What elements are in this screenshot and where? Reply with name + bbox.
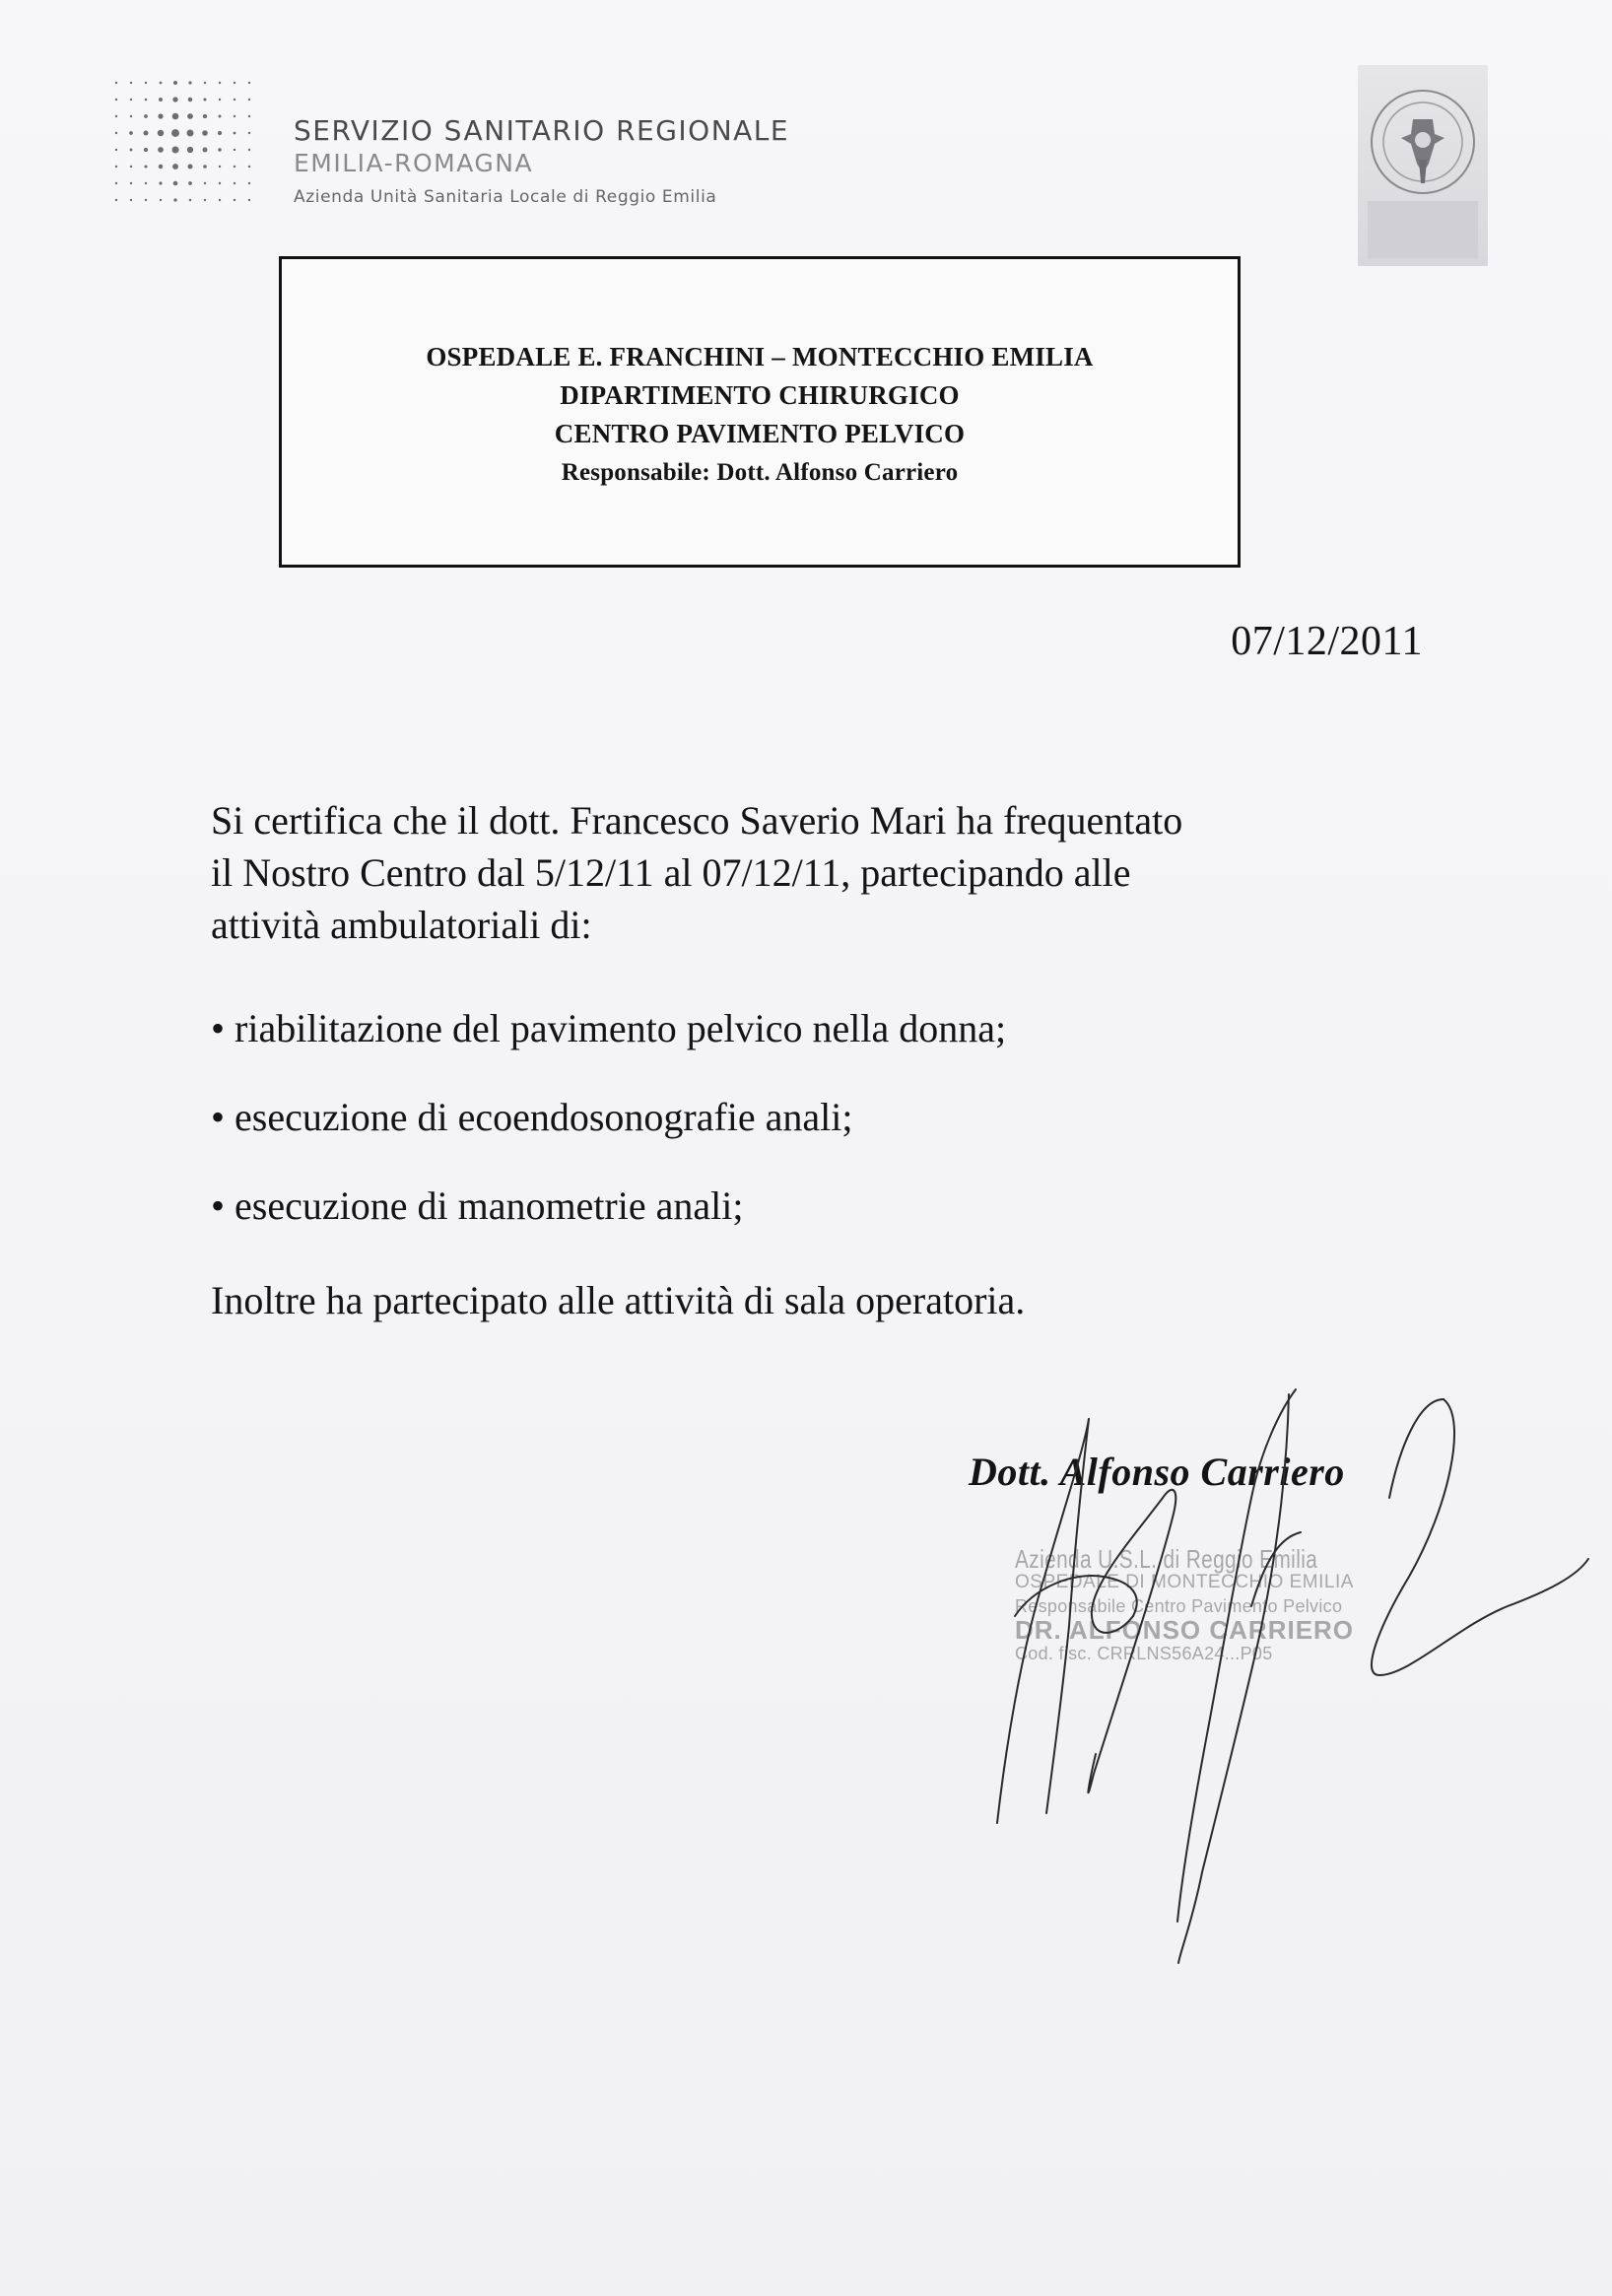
- signatory-name: Dott. Alfonso Carriero: [969, 1450, 1345, 1494]
- stamp-line-4: DR. ALFONSO CARRIERO: [1015, 1615, 1355, 1645]
- org-agency: Azienda Unità Sanitaria Locale di Reggio Emilia: [294, 187, 717, 207]
- bullet-text: riabilitazione del pavimento pelvico nella donna;: [235, 1006, 1007, 1050]
- body-line-1: Si certifica che il dott. Francesco Saverio Mari ha frequentato: [211, 798, 1183, 843]
- org-region: EMILIA-ROMAGNA: [294, 149, 534, 177]
- stamp-line-2: OSPEDALE DI MONTECCHIO EMILIA: [1015, 1572, 1354, 1592]
- stamp-line-5: Cod. fisc. CRRLNS56A24...P05: [1015, 1644, 1273, 1663]
- stamp-line-1: Azienda U.S.L. di Reggio Emilia: [1015, 1544, 1318, 1574]
- closing-sentence: Inoltre ha partecipato alle attività di sala operatoria.: [211, 1278, 1026, 1322]
- org-name: SERVIZIO SANITARIO REGIONALE: [294, 114, 790, 147]
- body-line-2: il Nostro Centro dal 5/12/11 al 07/12/11, partecipando alle: [211, 850, 1131, 895]
- document-date: 07/12/2011: [1231, 619, 1423, 664]
- center-name: CENTRO PAVIMENTO PELVICO: [554, 419, 966, 448]
- bullet-text: esecuzione di ecoendosonografie anali;: [235, 1095, 853, 1139]
- stamp-line-3: Responsabile Centro Pavimento Pelvico: [1015, 1596, 1343, 1616]
- bullet-icon: •: [211, 1095, 226, 1139]
- body-line-3: attività ambulatoriali di:: [211, 903, 592, 947]
- bullet-icon: •: [211, 1183, 226, 1228]
- bullet-text: esecuzione di manometrie anali;: [235, 1183, 744, 1228]
- hospital-name: OSPEDALE E. FRANCHINI – MONTECCHIO EMILIA: [426, 342, 1094, 371]
- bullet-icon: •: [211, 1006, 226, 1050]
- department-name: DIPARTIMENTO CHIRURGICO: [560, 380, 960, 410]
- center-responsible: Responsabile: Dott. Alfonso Carriero: [561, 459, 959, 486]
